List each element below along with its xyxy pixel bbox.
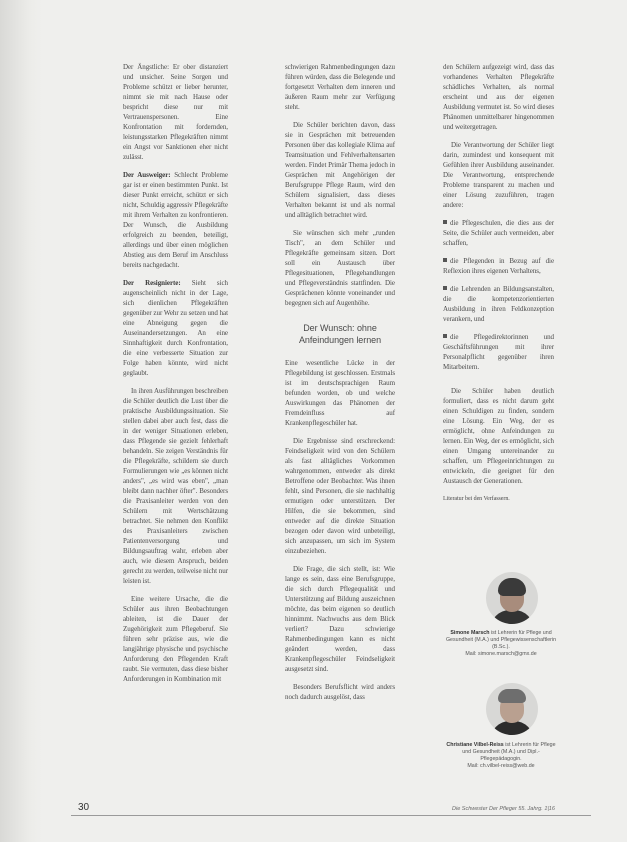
paragraph: Sie wünschen sich mehr „runden Tisch", an dem Schüler und Pflegekräfte gemeinsam sitzen. Dort soll ein Austausch über Pflegesituationen, Pflegehandlungen und Pflegeverständnis stattfinden. Die Gesprächenen könnte voneinander und begegnen sich auf Augenhöhe. <box>285 229 395 307</box>
bullet-item: die Pflegeschulen, die dies aus der Seite, die Schüler auch vermeiden, aber schaffen, <box>443 219 554 247</box>
paragraph: Die Schüler haben deutlich formuliert, dass es nicht darum geht einen Schuldigen zu finden, sondern eine Lösung. Ein Weg, der es ermöglicht, ohne Anfeindungen zu lernen. Ein Weg, der es ermöglicht, sich einen Umgang untereinander zu schaffen, um Pflegeeinrichtungen zu entwickeln, die geeignet für den Austausch der Generationen. <box>443 387 554 485</box>
author-photo <box>486 572 538 624</box>
author-photo <box>486 683 538 735</box>
bullet-item: die Pflegedirektorinnen und Geschäftsführungen mit ihrer Personalpflicht gegenüber ihren Mitarbeitern. <box>443 333 554 371</box>
paragraph: Eine weitere Ursache, die die Schüler aus ihren Beobachtungen ableiten, ist die Dauer der Zugehörigkeit zum Pflegeberuf. Sie führen sehr präzise aus, wie die langjährige physische und psychische Anforderung den Pflegenden Kraft raubt. Sie vermuten, dass diese bisher Anforderungen in Kombination mit <box>123 595 228 683</box>
article-column-3 <box>443 62 554 512</box>
paragraph: Der Resignierte: Sieht sich augenscheinlich nicht in der Lage, sich dienlichen Pflegekräften gegenüber zur Wehr zu setzen und hat eine Abneigung gegen die Auseinandersetzungen. An eine Sinnhaftigkeit durch Konfrontation, die eine verbesserte Situation zur Folge haben könnte, wird nicht geglaubt. <box>123 279 228 377</box>
lead-in: Der Resignierte: <box>123 279 181 287</box>
paragraph: Besonders Berufsflicht wird anders noch dadurch ausgelöst, dass <box>285 683 395 701</box>
author-mail: Mail: simone.marsch@gmx.de <box>465 651 537 657</box>
article-column-2 <box>285 62 395 710</box>
paragraph: Die Ergebnisse sind erschreckend: Feindseligkeit wird von den Schülern als fast alltägliches Vorkommen wahrgenommen, entweder als direkt Betroffene oder Beobachter. Was ihnen fehlt, sind Personen, die sie nachhaltig ermutigen oder unterstützen. Der Hilfen, die sie bekommen, sind entweder auf die direkte Situation bezogen oder davon wird unbeteiligt, sich anzupassen, um sich im System einzubeziehen. <box>285 437 395 555</box>
page-fold-shadow <box>0 0 42 842</box>
author-bio: Christiane Vilbel-Reiss ist Lehrerin für Pflege und Gesundheit (M.A.) und Dipl.-Pflegepädagogin. Mail: ch.vilbel-reiss@web.de <box>446 742 556 769</box>
paragraph: Die Verantwortung der Schüler liegt darin, zumindest und konsequent mit Gefühlen ihrer Ausbildung auseinander. Die Verantwortung, entsprechende Probleme transparent zu machen und einer Lösung zuzuführen, tragen andere: <box>443 141 554 209</box>
paragraph: Eine wesentliche Lücke in der Pflegebildung ist geschlossen. Erstmals ist im deutschsprachigen Raum befunden worden, ob und welche Auswirkungen das Phänomen der Fremdeinfluss auf Krankenpflegeschüler hat. <box>285 359 395 427</box>
author-name: Simone Marsch <box>450 630 490 636</box>
page-number: 30 <box>78 802 90 813</box>
paragraph: In ihren Ausführungen beschreiben die Schüler deutlich die Lust über die praktische Ausbildungssituation. Sie stellen dabei aber auch fest, dass die in der weniger Situationen erleben, dass Pflegende sie gezielt fehlerhaft behandeln. Sie zeigen Verständnis für die Pflegekräfte, schildern sie durch Formulierungen wie „es können nicht anders", „es wird was eben", „man bleibt dann nachher öfter". Besonders die Praxisanleiter werden von den Schülern mit Wertschätzung betrachtet. Sie nehmen den Konflikt des Praxisanleiters zwischen Patientenversorgung und Bildungsauftrag wahr, erleben aber auch, wie diesem Anspruch, beiden gerecht zu werden, teilweise nicht nur leisten ist. <box>123 387 228 585</box>
author-mail: Mail: ch.vilbel-reiss@web.de <box>467 763 535 769</box>
author-bio: Simone Marsch ist Lehrerin für Pflege und Gesundheit (M.A.) und Pflegewissenschaftlerin (B.Sc.). Mail: simone.marsch@gmx.de <box>445 630 557 657</box>
section-heading: Der Wunsch: ohne Anfeindungen lernen <box>298 323 382 345</box>
paragraph: Der Ausweiger: Schlecht Probleme gar ist er einen bestimmten Punkt. Ist dieser Punkt erreicht, schützt er sich nicht, Schuldig aggressiv Pflegekräfte mit ihrem Verhalten zu konfrontieren. Der Wunsch, die Ausbildung erfolgreich zu beenden, beteiligt, allerdings und über einen möglichen Abstieg aus dem Beruf im Anschluss bereits nachgedacht. <box>123 171 228 269</box>
bullet-item: die Pflegenden in Bezug auf die Reflexion ihres eigenen Verhaltens, <box>443 257 554 275</box>
square-bullet-icon <box>443 334 447 338</box>
paragraph: den Schülern aufgezeigt wird, dass das vorhandenes Verhalten Pflegekräfte schädliches Verhalten, als normal erscheint und aus der eigenen Ausbildung vermutet ist. So wird dieses Phänomen unmittelbarer hingenommen und weitergetragen. <box>443 63 554 131</box>
paragraph: Die Schüler berichten davon, dass sie in Gesprächen mit betreuenden Personen über das kollegiale Klima auf Teamsituation und Fehlverhaltensarten werden. Findet Primär Thema jedoch in Gesprächen mit Angehörigen der Berufsgruppe Pflege Raum, wird den Schülern signalisiert, dass dieses Verhalten bekannt ist und als normal und alltäglich betrachtet wird. <box>285 121 395 219</box>
square-bullet-icon <box>443 220 447 224</box>
lead-in: Der Ausweiger: <box>123 171 171 179</box>
publication-footer: Die Schwester Der Pfleger 55. Jahrg. 1|16 <box>452 806 555 812</box>
article-column-1 <box>123 62 228 692</box>
square-bullet-icon <box>443 286 447 290</box>
paragraph: Die Frage, die sich stellt, ist: Wie lange es sein, dass eine Berufsgruppe, die sich durch Pflegequalität und Unterstützung auf Bildung auszeichnen möchte, das beim eigenen so deutlich hinnimmt. Nachwuchs aus dem Blick verliert? Dazu schwierige Rahmenbedingungen kann es nicht geändert werden, dass Krankenpflegeschüler Feindseligkeit ausgesetzt sind. <box>285 565 395 673</box>
square-bullet-icon <box>443 258 447 262</box>
bullet-item: die Lehrenden an Bildungsanstalten, die die kompetenzorientierten Ausbildung in ihren Feldkonzeption verankern, und <box>443 285 554 323</box>
literature-note: Literatur bei den Verfassern. <box>443 496 510 502</box>
paragraph: schwierigen Rahmenbedingungen dazu führen würden, dass die Belegende und fortgesetzt Verhalten dem inneren und äußeren Raum mehr zur Verfügung steht. <box>285 63 395 111</box>
author-name: Christiane Vilbel-Reiss <box>446 742 504 748</box>
paragraph: Der Ängstliche: Er ober distanziert und unsicher. Seine Sorgen und Probleme schützt er lieber herunter, nimmt sie mit nach Hause oder bespricht diese nur mit Vertrauenspersonen. Eine Konfrontation mit fordernden, leistungsstarken Pflegekräften nimmt ein Angst vor Sanktionen eher nicht zulässt. <box>123 63 228 161</box>
footer-rule <box>71 815 591 816</box>
